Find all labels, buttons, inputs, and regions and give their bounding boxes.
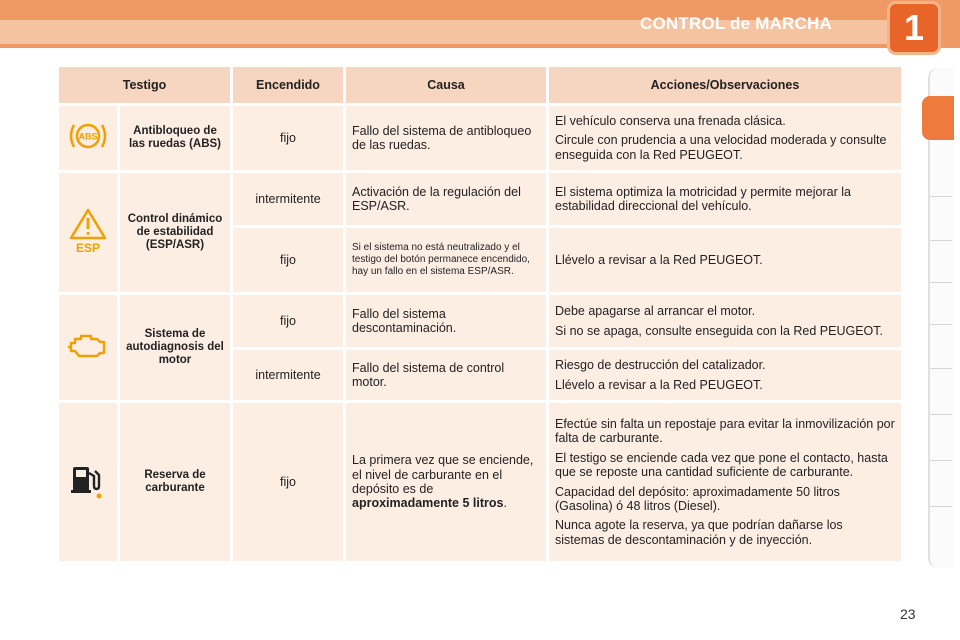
chapter-tab-divider [930, 196, 952, 197]
icon-cell [59, 295, 117, 400]
chapter-tab-divider [930, 460, 952, 461]
warning-state: fijo [233, 295, 343, 347]
table-row [59, 403, 901, 561]
warning-actions [549, 295, 901, 347]
warning-actions [549, 106, 901, 170]
warning-actions [549, 403, 901, 561]
header-testigo: Testigo [59, 67, 230, 103]
action-text: Nunca agote la reserva, ya que podrían dañarse los sistemas de descontaminación y de inyección. [555, 518, 843, 547]
action-text: El testigo se enciende cada vez que pone el contacto, hasta que se reposte una cantidad suficiente de carburante. [555, 450, 888, 480]
warning-cause [346, 403, 546, 561]
table-row [59, 295, 901, 347]
page-title: CONTROL de MARCHA [640, 14, 832, 33]
cause-text: La primera vez que se enciende, el nivel de carburante en el depósito es de [352, 453, 534, 496]
action-text: Riesgo de destrucción del catalizador. [555, 358, 766, 373]
warning-state: intermitente [233, 350, 343, 400]
warning-actions: Llévelo a revisar a la Red PEUGEOT. [549, 228, 901, 292]
table-header-row [59, 67, 901, 103]
warning-lights-table [56, 64, 904, 564]
warning-cause: Activación de la regulación del ESP/ASR. [346, 173, 546, 225]
action-text: Efectúe sin falta un repostaje para evitar la inmovilización por falta de carburante. [555, 417, 895, 446]
chapter-tabs [928, 68, 954, 568]
table-row [59, 106, 901, 170]
abs-warning-icon [68, 119, 108, 153]
warning-state: intermitente [233, 173, 343, 225]
chapter-tab-divider [930, 368, 952, 369]
warning-state: fijo [233, 228, 343, 292]
chapter-tab-active[interactable] [922, 96, 954, 140]
warning-name: Sistema de autodiagnosis del motor [120, 295, 230, 400]
warning-state: fijo [233, 403, 343, 561]
action-text: Circule con prudencia a una velocidad moderada y consulte enseguida con la Red PEUGEOT. [555, 133, 887, 162]
header-encendido: Encendido [233, 67, 343, 103]
cause-end: . [503, 496, 507, 511]
chapter-tab-divider [930, 240, 952, 241]
chapter-tab-divider [930, 282, 952, 283]
esp-warning-icon [68, 207, 108, 255]
action-text: Si no se apaga, consulte enseguida con la Red PEUGEOT. [555, 323, 883, 338]
icon-cell [59, 403, 117, 561]
warning-cause: Fallo del sistema de antibloqueo de las ruedas. [346, 106, 546, 170]
icon-cell [59, 106, 117, 170]
cause-bold-text: aproximadamente 5 litros [352, 496, 504, 511]
warning-name: Reserva de carburante [120, 403, 230, 561]
icon-cell [59, 173, 117, 292]
warning-name: Control dinámico de estabilidad (ESP/ASR) [120, 173, 230, 292]
warning-actions: El sistema optimiza la motricidad y permite mejorar la estabilidad direccional del vehículo. [549, 173, 901, 225]
warning-cause: Fallo del sistema descontaminación. [346, 295, 546, 347]
action-text: Capacidad del depósito: aproximadamente 50 litros (Gasolina) ó 48 litros (Diesel). [555, 484, 840, 513]
action-text: El vehículo conserva una frenada clásica. [555, 113, 786, 128]
chapter-badge: 1 [890, 4, 938, 52]
warning-state: fijo [233, 106, 343, 170]
engine-check-icon [67, 331, 109, 361]
fuel-pump-icon [67, 459, 109, 501]
chapter-tab-divider [930, 506, 952, 507]
chapter-tab-divider [930, 324, 952, 325]
header-acciones: Acciones/Observaciones [549, 67, 901, 103]
chapter-tab-divider [930, 414, 952, 415]
header-causa: Causa [346, 67, 546, 103]
table-row [59, 173, 901, 225]
svg-text:ABS: ABS [78, 131, 98, 142]
warning-name: Antibloqueo de las ruedas (ABS) [120, 106, 230, 170]
action-text: Llévelo a revisar a la Red PEUGEOT. [555, 377, 763, 392]
warning-cause: Si el sistema no está neutralizado y el testigo del botón permanece encendido, hay un fallo en el sistema ESP/ASR. [346, 228, 546, 292]
warning-actions [549, 350, 901, 400]
action-text: Debe apagarse al arrancar el motor. [555, 304, 756, 319]
svg-text:ESP: ESP [75, 240, 101, 255]
warning-cause: Fallo del sistema de control motor. [346, 350, 546, 400]
page-number: 23 [900, 606, 916, 622]
